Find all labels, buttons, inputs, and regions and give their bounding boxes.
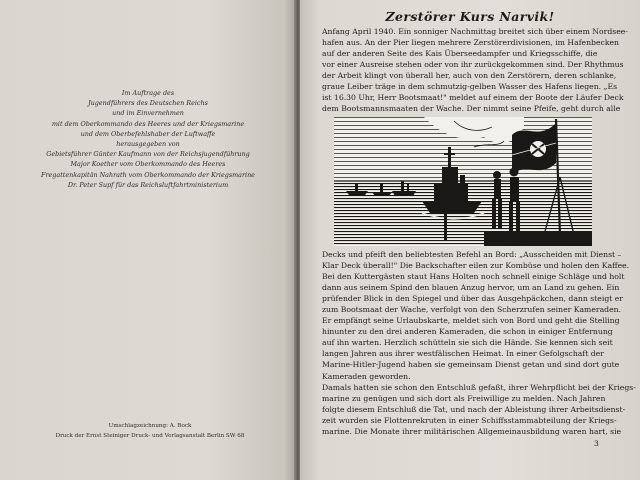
text-line: zum Bootsmaat der Wache, verfolgt von den Scherzrufen seiner Kameraden.: [322, 305, 622, 315]
page-number: 3: [594, 439, 599, 448]
cover-credit: Umschlagzeichnung: A. Bock: [108, 423, 192, 429]
text-line: dann aus seinem Spind den blauen Anzug hervor, um an Land zu gehen. Ein: [322, 283, 620, 293]
text-line: auf der anderen Seite des Kais Überseedampfer und Kriegsschiffe, die: [322, 49, 598, 59]
imprint-line: Fregattenkapitän Nahrath vom Oberkommando der Kriegsmarine: [41, 170, 255, 179]
text-line: marine. Die Monate ihrer militärischen Allgemeinausbildung waren hart, sie: [322, 426, 622, 436]
text-line: Marine-Hitler-Jugend haben sie gemeinsam Dienst getan und sind dort gute: [322, 360, 620, 370]
text-line: Anfang April 1940. Ein sonniger Nachmittag breitet sich über einem Nordsee-: [322, 27, 628, 36]
text-line: prüfender Blick in den Spiegel und über das Ausgehpäckchen, dann steigt er: [322, 294, 623, 304]
left-page-footer: [10, 421, 290, 441]
text-line: auf ihn warten. Herzlich schütteln sie sich die Hände. Sie kennen sich seit: [322, 338, 613, 348]
printer-line: Druck der Ernst Steiniger Druck- und Verlagsanstalt Berlin SW 68: [55, 433, 245, 439]
imprint-line: mit dem Oberkommando des Heeres und der Kriegsmarine: [51, 119, 245, 128]
text-line: Decks und pfeift den beliebtesten Befehl an Bord: „Ausscheiden mit Dienst –: [322, 250, 622, 259]
illustration: [334, 117, 592, 246]
text-line: graue Leiber träge in dem schmutzig-gelben Wasser des Hafens liegen. „Es: [322, 82, 618, 92]
imprint-line: herausgegeben von: [116, 140, 180, 149]
text-line: marine zu genügen und sich dort als Freiwillige zu melden. Nach Jahren: [322, 393, 606, 403]
body-text-top: [322, 26, 628, 114]
imprint-line: Gebietsführer Günter Kaufmann von der Reichsjugendführung: [46, 150, 250, 159]
text-line: Klar Deck überall!" Die Backschafter eilen zur Kombüse und holen den Kaffee.: [322, 261, 630, 271]
text-line: Kameraden geworden.: [322, 371, 411, 381]
text-line: zeit wurden sie Flottenrekruten in einer Schiffsstammabteilung der Kriegs-: [322, 415, 617, 425]
text-line: Er empfängt seine Urlaubskarte, meldet sich von Bord und geht die Stelling: [322, 316, 620, 326]
text-line: Damals hatten sie schon den Entschluß gefaßt, ihrer Wehrpflicht bei der Kriegs-: [322, 382, 636, 392]
imprint-line: Jugendführers des Deutschen Reichs: [88, 99, 208, 108]
body-text-bottom: [322, 249, 636, 437]
text-line: ist 16.30 Uhr, Herr Bootsmaat!" meldet auf einem der Boote der Läufer Deck: [322, 93, 624, 103]
imprint-line: Major Koether vom Oberkommando des Heeres: [70, 160, 226, 169]
left-page: [0, 0, 296, 480]
text-line: Bei den Kuttergästen staut Hans Holten noch schnell einige Schläge und holt: [322, 272, 625, 282]
text-line: dem Bootsmannsmaaten der Wache. Der nimmt seine Pfeife, geht durch alle: [322, 104, 621, 114]
imprint-line: Im Auftrage des: [121, 89, 175, 97]
text-line: vor einer Ausreise stehen oder von ihr zurückgekommen sind. Der Rhythmus: [322, 60, 624, 70]
imprint-line: Dr. Peter Supf für das Reichsluftfahrtministerium: [67, 180, 229, 189]
text-line: hinunter zu den drei anderen Kameraden, die schon in einiger Entfernung: [322, 327, 613, 337]
text-line: hafen aus. An der Pier liegen mehrere Zerstörerdivisionen, im Hafenbecken: [322, 38, 619, 48]
imprint-line: und dem Oberbefehlshaber der Luftwaffe: [80, 129, 216, 138]
text-line: langen Jahren aus ihrer westfälischen Heimat. In einer Gefolgschaft der: [322, 349, 604, 359]
imprint-block: [28, 88, 268, 190]
chapter-title: Zerstörer Kurs Narvik!: [385, 9, 555, 24]
destroyers-illustration: [334, 117, 592, 246]
text-line: der Arbeit klingt von überall her, auch von den Zerstörern, deren schlanke,: [322, 71, 617, 81]
imprint-line: und im Einvernehmen: [112, 109, 184, 118]
text-line: folgte diesem Entschluß die Tat, und nach der Ableistung ihrer Arbeitsdienst-: [322, 404, 626, 414]
